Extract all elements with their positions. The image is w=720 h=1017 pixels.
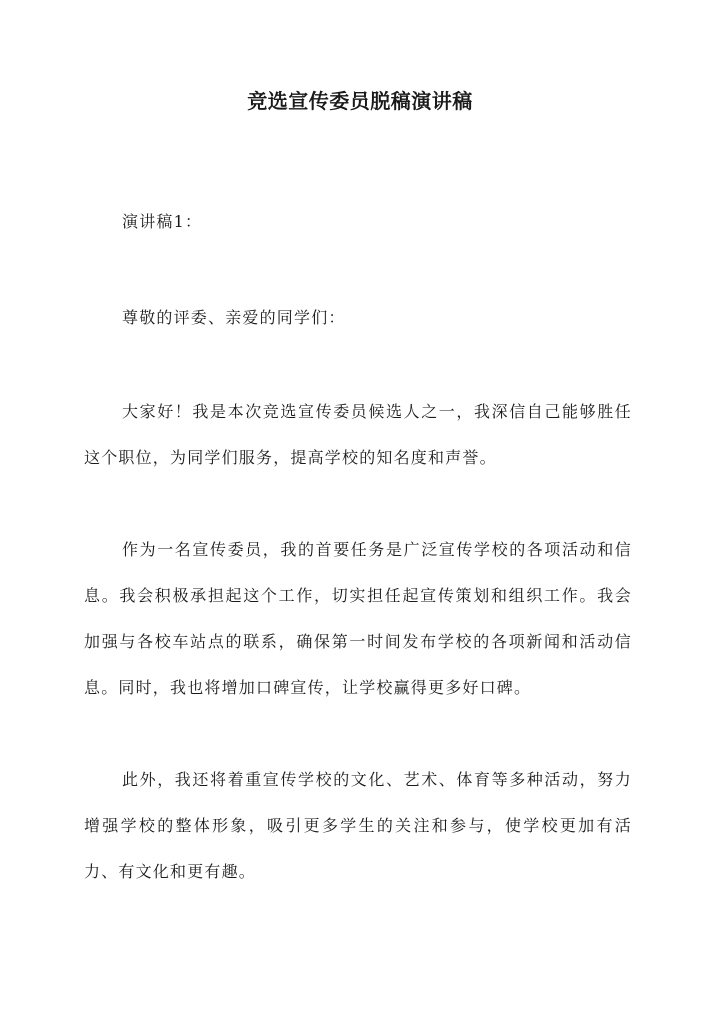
paragraph-additional-plans: 此外，我还将着重宣传学校的文化、艺术、体育等多种活动，努力增强学校的整体形象，吸引更多学生的关注和参与，使学校更加有活力、有文化和更有趣。 <box>84 770 632 881</box>
document-title: 竞选宣传委员脱稿演讲稿 <box>247 89 473 113</box>
paragraph-introduction: 大家好！我是本次竞选宣传委员候选人之一，我深信自己能够胜任这个职位，为同学们服务，提高学校的知名度和声誉。 <box>84 402 632 467</box>
paragraph-duties: 作为一名宣传委员，我的首要任务是广泛宣传学校的各项活动和信息。我会积极承担起这个工作，切实担任起宣传策划和组织工作。我会加强与各校车站点的联系，确保第一时间发布学校的各项新闻和活动信息。同时，我也将增加口碑宣传，让学校赢得更多好口碑。 <box>84 540 632 697</box>
paragraph-speech-label: 演讲稿1： <box>122 212 203 231</box>
paragraph-greeting: 尊敬的评委、亲爱的同学们： <box>122 308 346 327</box>
